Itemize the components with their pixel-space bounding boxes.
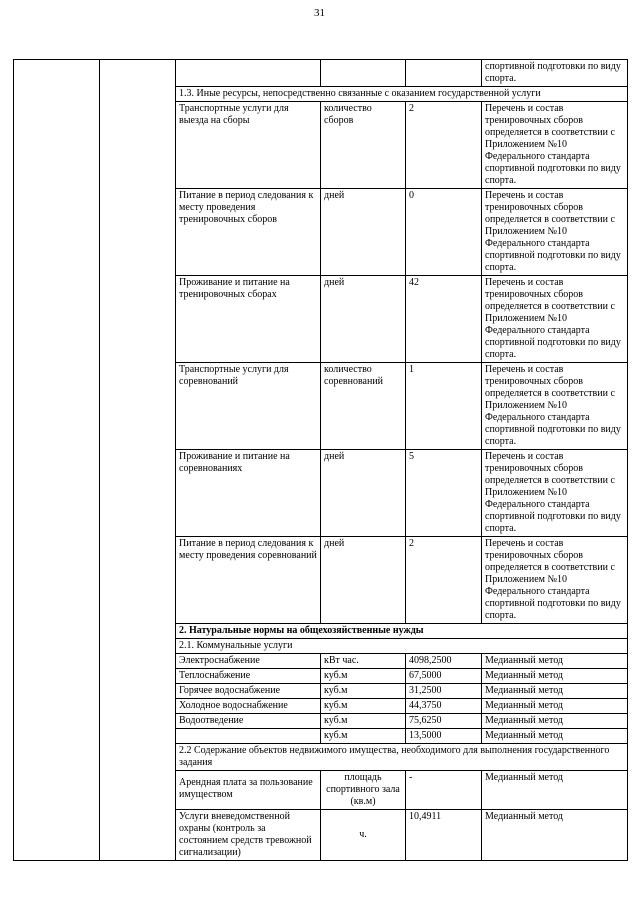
utility-value: 4098,2500 [406,654,482,669]
resource-value: 5 [406,450,482,537]
utility-unit: кВт час. [321,654,406,669]
utility-value: 67,5000 [406,669,482,684]
utility-method: Медианный метод [482,669,628,684]
utility-unit: куб.м [321,669,406,684]
utility-method: Медианный метод [482,729,628,744]
method-cell: спортивной подготовки по виду спорта. [482,60,628,87]
resource-name: Питание в период следования к месту проведения тренировочных сборов [176,189,321,276]
section-2-2-heading: 2.2 Содержание объектов недвижимого имущества, необходимого для выполнения государственного задания [176,744,628,771]
utility-unit: куб.м [321,714,406,729]
resource-value: 42 [406,276,482,363]
table-row [14,60,628,87]
property-name: Услуги вневедомственной охраны (контроль за состоянием средств тревожной сигнализации) [176,810,321,861]
utility-unit: куб.м [321,684,406,699]
resource-unit: количество соревнований [321,363,406,450]
resource-unit: дней [321,276,406,363]
utility-method: Медианный метод [482,699,628,714]
utility-value: 31,2500 [406,684,482,699]
resource-value: 1 [406,363,482,450]
section-2-heading: 2. Натуральные нормы на общехозяйственные нужды [176,624,628,639]
page-number: 31 [314,7,325,19]
utility-unit: куб.м [321,699,406,714]
resource-value: 2 [406,537,482,624]
resource-unit: дней [321,189,406,276]
resource-name: Проживание и питание на соревнованиях [176,450,321,537]
resource-value: 2 [406,102,482,189]
method-cell: Перечень и состав тренировочных сборов определяется в соответствии с Приложением №10 Федерального стандарта спортивной подготовки по виду спорта. [482,102,628,189]
section-2-1-heading: 2.1. Коммунальные услуги [176,639,628,654]
utility-unit: куб.м [321,729,406,744]
utility-value: 13,5000 [406,729,482,744]
utility-value: 44,3750 [406,699,482,714]
resource-value: 0 [406,189,482,276]
method-cell: Перечень и состав тренировочных сборов определяется в соответствии с Приложением №10 Федерального стандарта спортивной подготовки по виду спорта. [482,276,628,363]
empty-column-1 [14,60,100,861]
resource-name: Транспортные услуги для соревнований [176,363,321,450]
utility-method: Медианный метод [482,714,628,729]
resource-unit: дней [321,450,406,537]
resource-unit: количество сборов [321,102,406,189]
utility-name: Водоотведение [176,714,321,729]
property-value: 10,4911 [406,810,482,861]
norms-table [13,59,628,861]
empty-column-2 [100,60,176,861]
utility-value: 75,6250 [406,714,482,729]
resource-name: Транспортные услуги для выезда на сборы [176,102,321,189]
property-unit: площадь спортивного зала (кв.м) [321,771,406,810]
property-method: Медианный метод [482,771,628,810]
method-cell: Перечень и состав тренировочных сборов определяется в соответствии с Приложением №10 Федерального стандарта спортивной подготовки по виду спорта. [482,450,628,537]
utility-name [176,729,321,744]
resource-name: Проживание и питание на тренировочных сборах [176,276,321,363]
resource-unit: дней [321,537,406,624]
utility-method: Медианный метод [482,654,628,669]
utility-method: Медианный метод [482,684,628,699]
property-value: - [406,771,482,810]
method-cell: Перечень и состав тренировочных сборов определяется в соответствии с Приложением №10 Федерального стандарта спортивной подготовки по виду спорта. [482,189,628,276]
utility-name: Теплоснабжение [176,669,321,684]
utility-name: Горячее водоснабжение [176,684,321,699]
method-cell: Перечень и состав тренировочных сборов определяется в соответствии с Приложением №10 Федерального стандарта спортивной подготовки по виду спорта. [482,537,628,624]
method-cell: Перечень и состав тренировочных сборов определяется в соответствии с Приложением №10 Федерального стандарта спортивной подготовки по виду спорта. [482,363,628,450]
resource-name: Питание в период следования к месту проведения соревнований [176,537,321,624]
property-name: Арендная плата за пользование имуществом [176,771,321,810]
property-method: Медианный метод [482,810,628,861]
section-1-3-heading: 1.3. Иные ресурсы, непосредственно связанные с оказанием государственной услуги [176,87,628,102]
utility-name: Электроснабжение [176,654,321,669]
utility-name: Холодное водоснабжение [176,699,321,714]
property-unit: ч. [321,810,406,861]
